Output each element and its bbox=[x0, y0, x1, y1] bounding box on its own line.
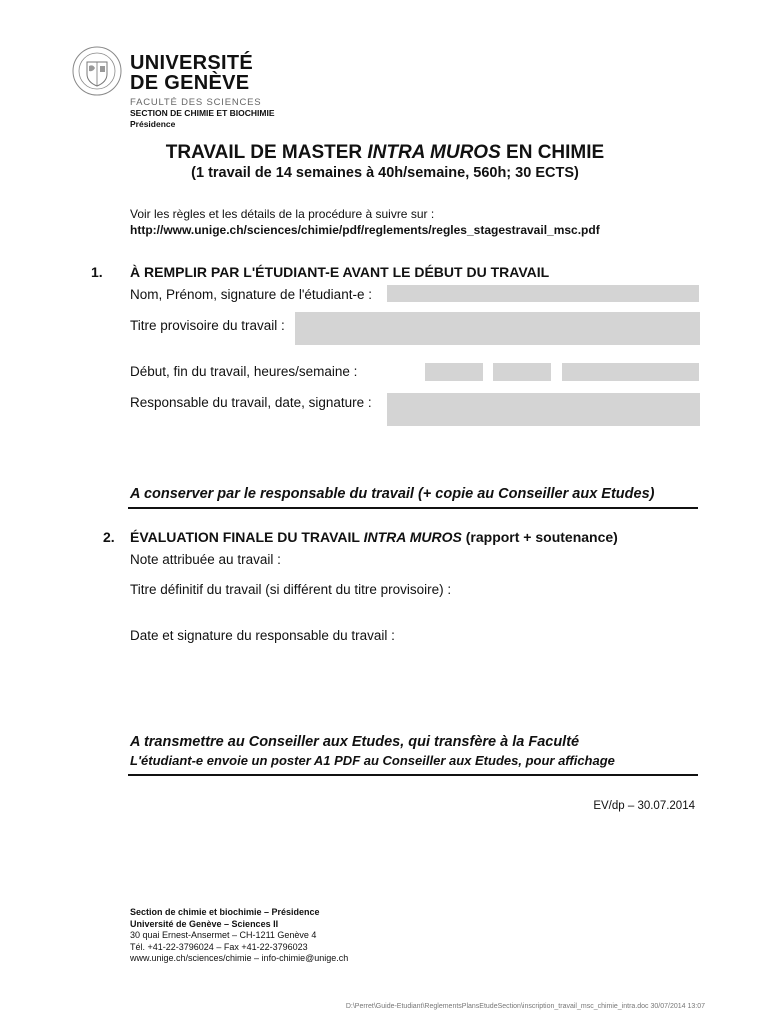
footer-line1: Section de chimie et biochimie – Présidence bbox=[130, 907, 320, 917]
rules-block bbox=[130, 206, 600, 238]
transmit-note: A transmettre au Conseiller aux Etudes, qui transfère à la Faculté bbox=[130, 734, 580, 750]
supervisor-field[interactable] bbox=[387, 393, 700, 426]
section2-title: ÉVALUATION FINALE DU TRAVAIL INTRA MUROS (rapport + soutenance) bbox=[130, 529, 618, 545]
faculty-name: FACULTÉ DES SCIENCES bbox=[130, 97, 262, 108]
grade-label: Note attribuée au travail : bbox=[130, 552, 281, 567]
student-name-field[interactable] bbox=[387, 285, 699, 302]
university-name-line2: DE GENÈVE bbox=[130, 72, 250, 94]
section2-divider bbox=[128, 774, 698, 776]
footer-line5[interactable]: www.unige.ch/sciences/chimie – info-chimie@unige.ch bbox=[130, 953, 349, 963]
provisional-title-label: Titre provisoire du travail : bbox=[130, 318, 285, 333]
footer-contact bbox=[130, 907, 348, 965]
university-seal-logo bbox=[72, 46, 122, 96]
document-subtitle: (1 travail de 14 semaines à 40h/semaine, 560h; 30 ECTS) bbox=[191, 165, 579, 181]
supervisor-label: Responsable du travail, date, signature : bbox=[130, 395, 372, 410]
section1-number: 1. bbox=[91, 264, 103, 280]
end-date-field[interactable] bbox=[493, 363, 551, 381]
document-reference: EV/dp – 30.07.2014 bbox=[593, 800, 695, 812]
hours-per-week-field[interactable] bbox=[562, 363, 699, 381]
dates-label: Début, fin du travail, heures/semaine : bbox=[130, 364, 358, 379]
start-date-field[interactable] bbox=[425, 363, 483, 381]
rules-text: Voir les règles et les détails de la procédure à suivre sur : bbox=[130, 207, 435, 221]
date-signature-label: Date et signature du responsable du travail : bbox=[130, 628, 395, 643]
office-name: Présidence bbox=[130, 119, 176, 129]
poster-note: L'étudiant-e envoie un poster A1 PDF au Conseiller aux Etudes, pour affichage bbox=[130, 753, 615, 768]
section-name: SECTION DE CHIMIE ET BIOCHIMIE bbox=[130, 108, 275, 118]
rules-link[interactable]: http://www.unige.ch/sciences/chimie/pdf/reglements/regles_stagestravail_msc.pdf bbox=[130, 223, 600, 237]
section1-title: À REMPLIR PAR L'ÉTUDIANT-E AVANT LE DÉBUT DU TRAVAIL bbox=[130, 264, 550, 280]
keep-note: A conserver par le responsable du travail (+ copie au Conseiller aux Etudes) bbox=[130, 486, 655, 502]
section1-divider bbox=[128, 507, 698, 509]
footer-line2: Université de Genève – Sciences II bbox=[130, 918, 279, 929]
document-title: TRAVAIL DE MASTER INTRA MUROS EN CHIMIE bbox=[165, 142, 605, 163]
university-name-line1: UNIVERSITÉ bbox=[130, 52, 254, 74]
student-name-label: Nom, Prénom, signature de l'étudiant-e : bbox=[130, 287, 372, 302]
file-path: D:\Perret\Guide-Etudiant\ReglementsPlansEtudeSection\inscription_travail_msc_chimie_intra.doc 30/07/2014 13:07 bbox=[345, 1003, 705, 1010]
section2-number: 2. bbox=[103, 529, 115, 545]
footer-line3: 30 quai Ernest-Ansermet – CH-1211 Genève 4 bbox=[130, 930, 317, 940]
final-title-label: Titre définitif du travail (si différent du titre provisoire) : bbox=[130, 582, 452, 597]
footer-line4: Tél. +41-22-3796024 – Fax +41-22-3796023 bbox=[130, 941, 308, 952]
provisional-title-field[interactable] bbox=[295, 312, 700, 345]
